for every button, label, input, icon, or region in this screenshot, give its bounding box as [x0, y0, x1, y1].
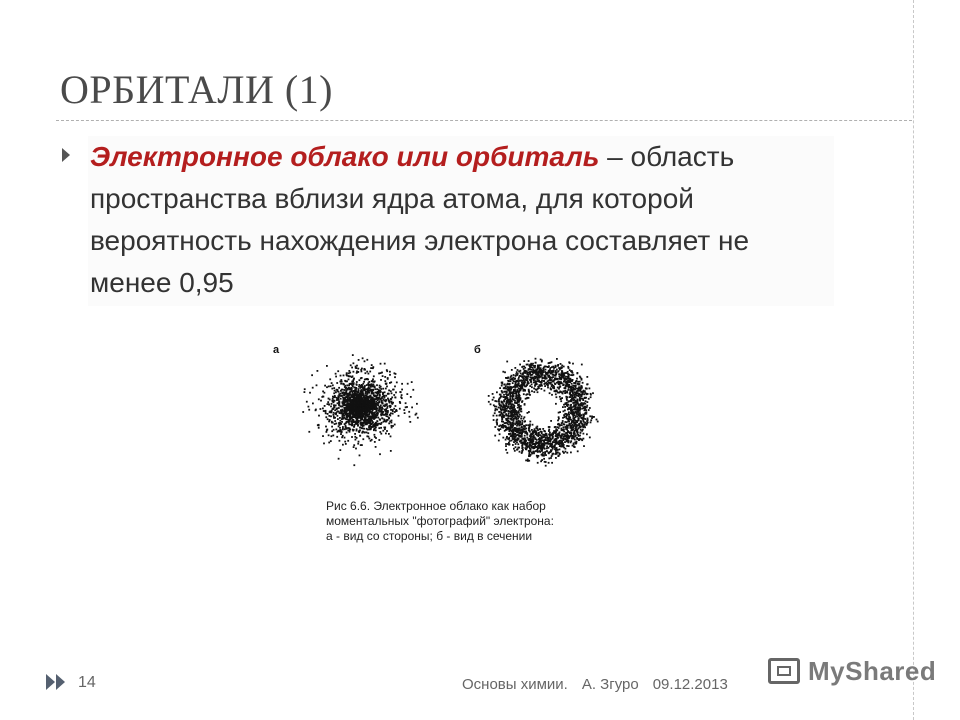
footer-info	[462, 676, 742, 693]
bullet-text	[88, 136, 834, 306]
cloud-side-view	[302, 354, 418, 466]
caption-line: Рис 6.6. Электронное облако как набор	[326, 499, 546, 513]
figure-label-b: б	[474, 344, 481, 356]
electron-cloud-figure	[270, 340, 610, 505]
bullet-definition: – область пространства вблизи ядра атома, для которой вероятность нахождения электрона составляет не менее 0,95	[90, 141, 750, 298]
footer-date: 09.12.2013	[652, 676, 728, 693]
footer-course: Основы химии.	[462, 676, 568, 693]
monitor-icon	[768, 658, 800, 684]
slide-title: ОРБИТАЛИ (1)	[60, 67, 333, 112]
figure-label-a: а	[273, 344, 280, 356]
title-divider	[56, 120, 912, 121]
electron-cloud-images	[270, 340, 610, 470]
bullet-term: Электронное облако или орбиталь	[90, 141, 600, 172]
vertical-guide	[913, 0, 914, 720]
watermark-text: MyShared	[808, 656, 937, 686]
footer-arrows-icon	[46, 674, 66, 695]
caption-line: а - вид со стороны; б - вид в сечении	[326, 529, 533, 543]
footer-author: А. Згуро	[581, 676, 639, 693]
page-number: 14	[78, 674, 96, 691]
cloud-cross-section	[488, 358, 599, 467]
figure-caption	[326, 499, 554, 544]
bullet-arrow-icon	[62, 148, 70, 162]
caption-line: моментальных "фотографий" электрона:	[326, 514, 554, 528]
